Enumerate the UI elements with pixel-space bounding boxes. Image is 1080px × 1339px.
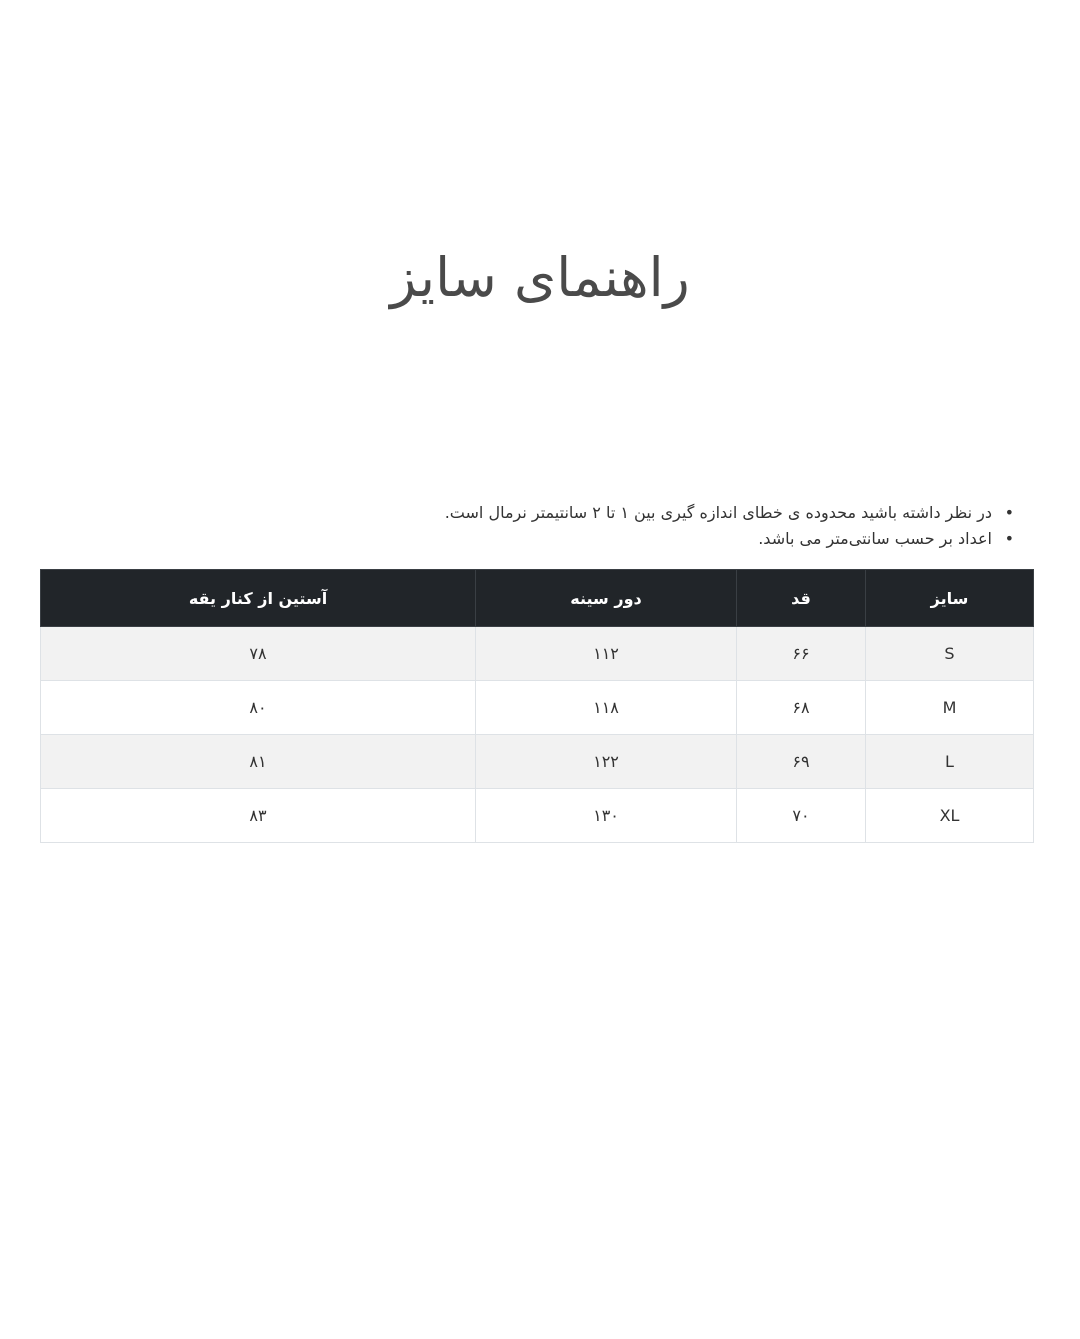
table-row [41, 681, 1034, 735]
cell-chest: ۱۲۲ [476, 735, 737, 789]
cell-sleeve: ۸۰ [41, 681, 476, 735]
cell-size: XL [866, 789, 1034, 843]
header-length: قد [737, 570, 866, 627]
cell-chest: ۱۱۸ [476, 681, 737, 735]
note-item: اعداد بر حسب سانتی‌متر می باشد. • [292, 526, 992, 552]
size-table-container [40, 569, 1033, 843]
cell-size: S [866, 627, 1034, 681]
notes-list [292, 500, 992, 552]
table-row [41, 735, 1034, 789]
cell-chest: ۱۳۰ [476, 789, 737, 843]
table-header-row [41, 570, 1034, 627]
cell-length: ۷۰ [737, 789, 866, 843]
cell-size: L [866, 735, 1034, 789]
cell-length: ۶۹ [737, 735, 866, 789]
cell-length: ۶۸ [737, 681, 866, 735]
page-title: راهنمای سایز [390, 246, 690, 309]
note-item: در نظر داشته باشید محدوده ی خطای اندازه گیری بین ۱ تا ۲ سانتیمتر نرمال است. • [292, 500, 992, 526]
cell-length: ۶۶ [737, 627, 866, 681]
cell-sleeve: ۷۸ [41, 627, 476, 681]
cell-sleeve: ۸۱ [41, 735, 476, 789]
table-row [41, 627, 1034, 681]
table-row [41, 789, 1034, 843]
cell-chest: ۱۱۲ [476, 627, 737, 681]
cell-size: M [866, 681, 1034, 735]
header-size: سایز [866, 570, 1034, 627]
header-chest: دور سینه [476, 570, 737, 627]
header-sleeve: آستین از کنار یقه [41, 570, 476, 627]
cell-sleeve: ۸۳ [41, 789, 476, 843]
size-table [40, 569, 1034, 843]
